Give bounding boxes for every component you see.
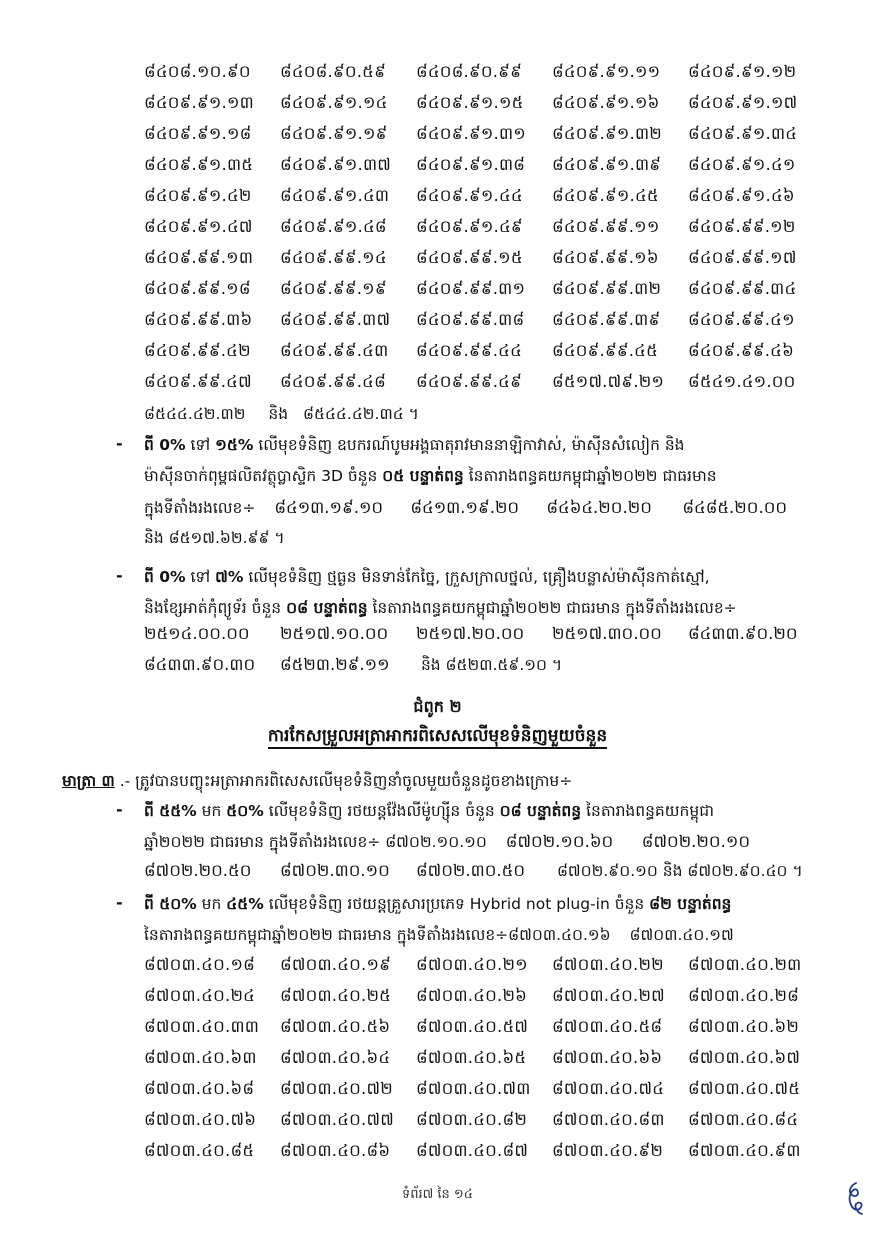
tariff-code: ២៥១៧.១០.០០ xyxy=(280,624,389,643)
tariff-code: ៨៧០៣.៤០.៦៧ xyxy=(688,1047,801,1067)
tariff-code: ៨៤០៩.៩៩.៣១ xyxy=(416,278,526,298)
item-hybrid-line-1 xyxy=(144,889,731,920)
tariff-code: ៨៤០៩.៩១.៤៦ xyxy=(688,185,795,205)
item-description: លើមុខទំនិញ ថ្មធ្ងន មិនទាន់កែច្នៃ, ក្រួសក្រាលថ្នល់, គ្រឿងបន្លាស់ម៉ាស៊ីនកាត់ស្មៅ, xyxy=(248,568,710,586)
item-stones-line-4 xyxy=(144,649,562,680)
tariff-code: ៨៧០៣.៤០.២៥ xyxy=(280,985,392,1005)
item-description: នៃតារាងពន្ធគយកម្ពុជាឆ្នាំ២០២២ ជាធរមាន ក្នុងទីតាំងរងលេខ÷ xyxy=(372,599,737,617)
tariff-code: ៨៧០៣.៤០.៦៤ xyxy=(280,1047,391,1067)
tariff-code: ៨៤០៩.៩១.៤៥ xyxy=(552,185,659,205)
code-row xyxy=(144,151,824,182)
item-description: ក្នុងទីតាំងរងលេខ÷ xyxy=(144,499,256,517)
tariff-code: ៨៤០៩.៩១.១៦ xyxy=(552,92,660,112)
tariff-code: ៨៤០៩.៩១.១៩ xyxy=(280,123,388,143)
tariff-code: ៨៤០៩.៩១.៣៧ xyxy=(280,154,392,174)
rate-from: ពី 0% xyxy=(144,568,186,586)
item-hybrid-line-2 xyxy=(144,920,734,951)
tariff-code: ៨៤០៩.៩៩.១១ xyxy=(552,216,660,236)
tariff-code-table-1 xyxy=(144,58,824,399)
tariff-code: ៨៧០៣.៤០.១៨ xyxy=(144,954,256,974)
item-description: លើមុខទំនិញ រថយន្តគ្រួសារប្រភេទ Hybrid not plug-in ចំនួន xyxy=(268,895,645,913)
tariff-line-count: ០៥ បន្ទាត់ពន្ធ xyxy=(382,467,464,485)
tariff-code: ៨៧០៣.៤០.៨៣ xyxy=(552,1109,665,1129)
tariff-code: ៨៧០៣.៤០.៨៧ xyxy=(416,1140,529,1160)
tariff-code: ៨៧០៣.៤០.៧៣ xyxy=(416,1078,531,1098)
tariff-code: ៨៧០៣.៤០.៦៥ xyxy=(416,1047,527,1067)
rate-from: ពី ៥៥% xyxy=(144,802,197,820)
code-row xyxy=(144,982,824,1013)
tariff-code: ៨៤០៩.៩៩.៣២ xyxy=(552,278,662,298)
item-stones-line-1 xyxy=(144,562,710,593)
tariff-code: ៨៤០៩.៩៩.៣៩ xyxy=(552,309,661,329)
tariff-code: ៨៧០៣.៤០.៧៥ xyxy=(688,1078,801,1098)
item-description: និងខ្សែអាត់កុំព្យូទ័រ ចំនួន xyxy=(144,599,282,617)
code-row xyxy=(144,1106,824,1137)
tariff-line-count: ០៨ បន្ទាត់ពន្ធ xyxy=(499,802,582,820)
article-intro-text: .- ត្រូវបានបញ្ចុះអត្រាអាករពិសេសលើមុខទំនិញនាំចូលមួយចំនួនដូចខាងក្រោម÷ xyxy=(119,772,573,790)
bullet-dash: - xyxy=(116,566,123,585)
tariff-code: ៨៤០៩.៩១.៣៨ xyxy=(416,154,526,174)
rate-to-word: ទៅ xyxy=(190,568,211,586)
item-3d-line-2 xyxy=(144,461,717,492)
tariff-code: ៨៤៨៥.២០.០០ xyxy=(682,498,788,517)
handwritten-initial-icon xyxy=(842,1180,868,1216)
tariff-code: ៨៤១៣.១៩.១០ xyxy=(274,498,384,517)
tariff-code: ៨៥៤១.៤១.០០ xyxy=(688,371,796,391)
tariff-code: ៨៤១៣.១៩.២០ xyxy=(410,498,520,517)
item-description: ម៉ាស៊ីនចាក់ពុម្ពផលិតវត្ថុប្លាស្ទិក 3D ចំនួន xyxy=(144,467,378,485)
tariff-code: ៨៧០៣.៤០.៨៤ xyxy=(688,1109,799,1129)
code-row xyxy=(144,1044,824,1075)
rate-to-word: ទៅ xyxy=(190,436,211,454)
tariff-code: ៨៧០៣.៤០.២៣ xyxy=(688,954,802,974)
rate-value: ៥០% xyxy=(226,802,264,820)
tariff-code: ២៥១៧.២០.០០ xyxy=(416,624,525,643)
tariff-code: ៨៧០៣.៤០.៩២ xyxy=(552,1140,664,1160)
tariff-code: ៨៧០៣.៤០.៦៣ xyxy=(144,1047,257,1067)
tariff-code: ៨៤០៩.៩១.៣៩ xyxy=(552,154,662,174)
tariff-code: ៨៤០៩.៩៩.១៨ xyxy=(144,278,251,298)
item-3d-line-3 xyxy=(144,492,818,523)
tariff-code-list xyxy=(274,499,818,517)
code-row xyxy=(144,213,824,244)
tariff-code: ៨៧០៣.៤០.៣៣ xyxy=(144,1016,260,1036)
tariff-code-list xyxy=(144,656,416,674)
item-3d-line-1 xyxy=(144,430,685,461)
tariff-code: ៨៤០៩.៩៩.៣៨ xyxy=(416,309,525,329)
tariff-code: ៨៧០៣.៤០.៦៦ xyxy=(552,1047,663,1067)
tariff-code: ៨៤០៩.៩៩.៤៤ xyxy=(416,340,522,360)
tariff-code: ៨៧០២.៣០.៥០ xyxy=(416,861,526,880)
tariff-code: ៨៧០៣.៤០.៨៥ xyxy=(144,1140,255,1160)
tariff-code: ៨៤០៩.៩១.៤៤ xyxy=(416,185,523,205)
tariff-code: ៨៧០៣.៤០.៩៣ xyxy=(688,1140,801,1160)
tariff-code: ៨៤០៩.៩៩.១៣ xyxy=(144,247,254,267)
item-description: នៃតារាងពន្ធគយកម្ពុជា xyxy=(586,802,714,820)
tariff-code-list xyxy=(506,833,778,851)
tariff-code: ៨៥២៣.២៩.១១ xyxy=(280,655,390,674)
tariff-code-list xyxy=(144,618,824,649)
tariff-code: ៨៤០៩.៩១.១៧ xyxy=(688,92,798,112)
tariff-code: ៨៧០៣.៤០.១៧ xyxy=(629,926,734,944)
tariff-code: ៨៧០៣.៤០.២២ xyxy=(552,954,664,974)
tariff-code: ៨៤០៩.៩១.១៣ xyxy=(144,92,254,112)
tariff-code: ៨៧០៣.៤០.២៦ xyxy=(416,985,528,1005)
tariff-code: ៨៤០៩.៩១.៣៥ xyxy=(144,154,254,174)
tariff-code: ៨៤០៩.៩១.៣៤ xyxy=(688,123,798,143)
tariff-code: ៨៧០៣.៤០.៧៧ xyxy=(280,1109,394,1129)
tariff-code: ៨៤០៩.៩៩.៤៦ xyxy=(688,340,794,360)
bullet-dash: - xyxy=(116,893,123,912)
tariff-code: ៨៥៤៤.៤២.៣៤ ។ xyxy=(303,405,419,423)
code-row xyxy=(144,337,824,368)
code-row xyxy=(144,1013,824,1044)
tariff-code: ៨៧០៣.៤០.៦៨ xyxy=(144,1078,255,1098)
table1-tail xyxy=(144,399,419,430)
code-row xyxy=(144,306,824,337)
tariff-code: ៨៤០៨.១០.៩០ xyxy=(144,61,251,81)
item-description: និង ៨៥២៣.៥៩.១០ ។ xyxy=(420,656,563,674)
tariff-code: ៨៧០៣.៤០.៦២ xyxy=(688,1016,800,1036)
tariff-code: ៨៤៦៤.២០.២០ xyxy=(546,498,652,517)
tariff-code: ២៥១៧.៣០.០០ xyxy=(552,624,662,643)
chapter-title: ជំពូក ២ xyxy=(413,697,462,716)
code-row xyxy=(144,1137,824,1168)
tariff-code: ៨៤៣៣.៩០.៣០ xyxy=(144,655,256,674)
tariff-code-list xyxy=(144,862,552,880)
tariff-code: ៨៧០២.២០.៥០ xyxy=(144,861,252,880)
code-row xyxy=(144,120,824,151)
tariff-line-count: ៨២ បន្ទាត់ពន្ធ xyxy=(649,895,732,913)
tariff-code: ៨៤០៩.៩១.១២ xyxy=(688,61,797,81)
tariff-code-table-2 xyxy=(144,951,824,1168)
tariff-code: ៨៧០៣.៤០.២៨ xyxy=(688,985,800,1005)
bullet-dash: - xyxy=(116,434,123,453)
tariff-code: ៨៧០៣.៤០.២៤ xyxy=(144,985,256,1005)
tariff-code: ៨៧០៣.៤០.៥៨ xyxy=(552,1016,663,1036)
tariff-code: ៨៤០៩.៩៩.១៦ xyxy=(552,247,659,267)
item-limo-line-2 xyxy=(144,826,778,857)
tariff-code: ៨៤០៩.៩៩.៤៥ xyxy=(552,340,658,360)
tariff-code: ៨៤០៩.៩៩.៤១ xyxy=(688,309,795,329)
code-row xyxy=(144,951,824,982)
tariff-code: ៨៧០៣.៤០.៧២ xyxy=(280,1078,393,1098)
conjunction: និង xyxy=(268,405,289,423)
tariff-code: ៨៤០៩.៩១.១១ xyxy=(552,61,661,81)
item-description: លើមុខទំនិញ ឧបករណ៍បូមអង្គធាតុរាវមាននាឡិកាវាស់, ម៉ាស៊ីនសំលៀក និង xyxy=(258,436,685,454)
tariff-line-count: ០៨ បន្ទាត់ពន្ធ xyxy=(286,599,368,617)
code-row xyxy=(144,1075,824,1106)
tariff-code: ៨៤០៩.៩៩.១៤ xyxy=(280,247,387,267)
code-row xyxy=(144,244,824,275)
tariff-code: ៨៧០៣.៤០.៨២ xyxy=(416,1109,528,1129)
article-3-intro xyxy=(62,766,572,797)
tariff-code: ៨៤០៩.៩១.៤៧ xyxy=(144,216,253,236)
item-3d-line-4 xyxy=(144,523,285,554)
article-label: មាត្រា ៣ xyxy=(62,772,115,790)
tariff-code: ៨៤០៩.៩៩.៤៣ xyxy=(280,340,389,360)
tariff-code: ៨៤០៩.៩៩.៤៩ xyxy=(416,371,522,391)
tariff-code: ៨៤០៩.៩៩.៣៤ xyxy=(688,278,797,298)
rate-value: ៧% xyxy=(215,568,244,586)
tariff-code: ៨៤០៨.៩០.៥៩ xyxy=(280,61,386,81)
code-row xyxy=(144,89,824,120)
item-description: និង ៨៥១៧.៦២.៩៩ ។ xyxy=(144,529,285,547)
tariff-code: ៨៤០៩.៩៩.៣៦ xyxy=(144,309,253,329)
item-description: លើមុខទំនិញ រថយន្តវ៉ែងលីម៉ូហ្ស៊ីន ចំនួន xyxy=(268,802,495,820)
tariff-code: ២៥១៤.០០.០០ xyxy=(144,624,250,643)
rate-from: ពី 0% xyxy=(144,436,186,454)
tariff-code: ៨៤០៩.៩៩.៤៧ xyxy=(144,371,252,391)
tariff-code: ៨៤០៩.៩១.១៨ xyxy=(144,123,252,143)
tariff-code: ៨៤០៩.៩១.១៤ xyxy=(280,92,388,112)
tariff-code: ៨៤០៨.៩០.៩៩ xyxy=(416,61,522,81)
tariff-code: ៨៧០៣.៤០.២១ xyxy=(416,954,528,974)
chapter-subtitle xyxy=(0,725,875,750)
tariff-code: ៨៤០៩.៩១.១៥ xyxy=(416,92,524,112)
item-description: ៨៧០២.៩០.១០ និង ៨៧០២.៩០.៤០ ។ xyxy=(556,862,803,880)
code-row xyxy=(144,182,824,213)
tariff-code: ៨៤០៩.៩១.៤២ xyxy=(144,185,252,205)
item-description: នៃតារាងពន្ធគយកម្ពុជាឆ្នាំ២០២២ ជាធរមាន ក្នុងទីតាំងរងលេខ÷៨៧០៣.៤០.១៦ xyxy=(144,926,611,944)
tariff-code: ៨៤០៩.៩៩.៣៧ xyxy=(280,309,391,329)
item-description: ឆ្នាំ២០២២ ជាធរមាន ក្នុងទីតាំងរងលេខ÷ ៨៧០២.១០.១០ xyxy=(144,833,487,851)
tariff-code: ៨៤០៩.៩៩.១៩ xyxy=(280,278,387,298)
code-row xyxy=(144,58,824,89)
item-description: នៃតារាងពន្ធគយកម្ពុជាឆ្នាំ២០២២ ជាធរមាន xyxy=(468,467,717,485)
rate-value: ៤៥% xyxy=(226,895,264,913)
tariff-code: ៨៤០៩.៩១.៤៣ xyxy=(280,185,390,205)
tariff-code: ៨៧០៣.៤០.៥៦ xyxy=(280,1016,391,1036)
item-limo-line-3 xyxy=(144,855,803,886)
code-row xyxy=(144,368,824,399)
code-row xyxy=(144,275,824,306)
item-limo-line-1 xyxy=(144,796,714,827)
tariff-code: ៨៧០៣.៤០.៨៦ xyxy=(280,1140,391,1160)
bullet-dash: - xyxy=(116,800,123,819)
tariff-code: ៨៥៤៤.៤២.៣២ xyxy=(144,405,246,423)
rate-value: ១៥% xyxy=(215,436,254,454)
tariff-code: ៨៧០២.៣០.១០ xyxy=(280,861,390,880)
tariff-code: ៨៧០៣.៤០.២៧ xyxy=(552,985,665,1005)
rate-to-word: មក xyxy=(201,802,222,820)
tariff-code: ៨៤០៩.៩១.៤៩ xyxy=(416,216,523,236)
tariff-code: ៨៧០៣.៤០.៥៧ xyxy=(416,1016,529,1036)
tariff-code: ៨៤០៩.៩១.៤៨ xyxy=(280,216,387,236)
tariff-code: ៨៤០៩.៩៩.៤២ xyxy=(144,340,251,360)
tariff-code: ៨៧០២.១០.៦០ xyxy=(505,832,614,851)
tariff-code: ៨៤០៩.៩១.៣២ xyxy=(552,123,662,143)
tariff-code: ៨៤០៩.៩៩.៤៨ xyxy=(280,371,386,391)
tariff-code: ៨៧០២.២០.១០ xyxy=(641,832,751,851)
tariff-code: ៨៤០៩.៩៩.១២ xyxy=(688,216,796,236)
tariff-code: ៨៥១៧.៧៩.២១ xyxy=(552,371,665,391)
chapter-subtitle-text: ការកែសម្រួលអត្រាអាករពិសេសលើមុខទំនិញមួយចំនួន xyxy=(268,726,607,749)
tariff-code: ៨៧០៣.៤០.៧៦ xyxy=(144,1109,257,1129)
tariff-code: ៨៤៣៣.៩០.២០ xyxy=(688,624,798,643)
tariff-code: ៨៤០៩.៩១.៣១ xyxy=(416,123,526,143)
rate-to-word: មក xyxy=(201,895,222,913)
tariff-code: ៨៧០៣.៤០.១៩ xyxy=(280,954,392,974)
rate-from: ពី ៥០% xyxy=(144,895,197,913)
tariff-code: ៨៧០៣.៤០.៧៤ xyxy=(552,1078,665,1098)
tariff-code: ៨៤០៩.៩៩.១៧ xyxy=(688,247,797,267)
tariff-code: ៨៤០៩.៩១.៤១ xyxy=(688,154,796,174)
tariff-code: ៨៤០៩.៩៩.១៥ xyxy=(416,247,523,267)
page-number: ទំព័រ៧ នៃ ១៤ xyxy=(402,1187,473,1202)
